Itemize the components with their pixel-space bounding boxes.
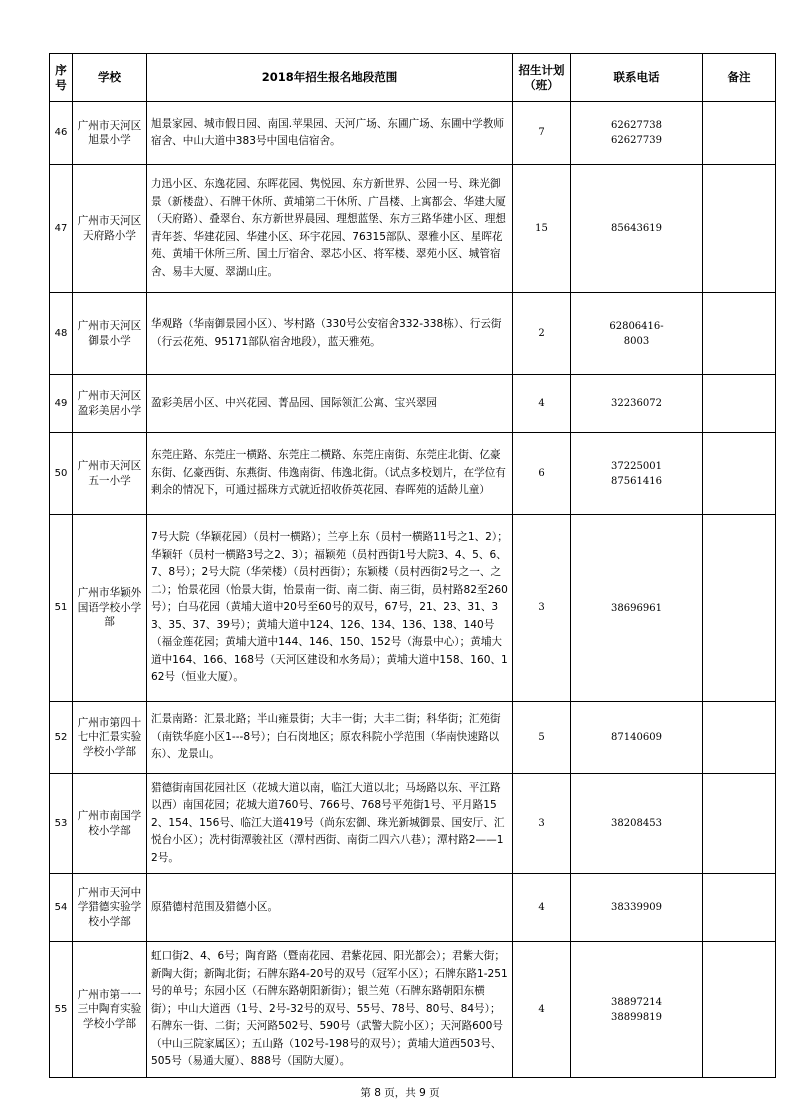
header-plan: 招生计划（班） bbox=[513, 54, 571, 102]
row-number: 55 bbox=[50, 942, 73, 1078]
school-name: 广州市天河区御景小学 bbox=[73, 293, 147, 375]
contact-phone: 37225001 87561416 bbox=[571, 433, 703, 515]
row-number: 47 bbox=[50, 165, 73, 293]
class-plan: 7 bbox=[513, 102, 571, 165]
class-plan: 5 bbox=[513, 702, 571, 774]
enrollment-range: 盈彩美居小区、中兴花园、菁品园、国际领汇公寓、宝兴翠园 bbox=[147, 375, 513, 433]
enrollment-range: 7号大院（华颖花园）（员村一横路）；兰亭上东（员村一横路11号之1、2）；华颖轩（员村一横路3号之2、3）；福颖苑（员村西街1号大院3、4、5、6、7、8号）；2号大院（华荣楼）（员村西街）；东颖楼（员村西街2号之一、之二）；怡景花园（怡景大街，怡景南一街、南二街、南三街，员村路82至260号）；白马花园（黄埔大道中20号至60号的双号，67号，21、23、31、33、35、37、39号）；黄埔大道中124、126、134、136、138、140号（福金莲花园；黄埔大道中144、146、150、152号（海景中心）；黄埔大道中164、166、168号（天河区建设和水务局）；黄埔大道中158、160、162号（恒业大厦）。 bbox=[147, 515, 513, 702]
school-name: 广州市天河区天府路小学 bbox=[73, 165, 147, 293]
row-number: 50 bbox=[50, 433, 73, 515]
enrollment-range: 汇景南路：汇景北路；半山雍景街；大丰一街；大丰二街；科华街；汇苑街（南铁华庭小区1---8号）；白石岗地区；原农科院小学范围（华南快速路以东）、龙景山。 bbox=[147, 702, 513, 774]
admissions-table bbox=[49, 53, 776, 1078]
remark bbox=[703, 165, 776, 293]
contact-phone: 62627738 62627739 bbox=[571, 102, 703, 165]
row-number: 46 bbox=[50, 102, 73, 165]
remark bbox=[703, 375, 776, 433]
remark bbox=[703, 942, 776, 1078]
contact-phone: 38897214 38899819 bbox=[571, 942, 703, 1078]
table-row bbox=[50, 515, 776, 702]
contact-phone: 85643619 bbox=[571, 165, 703, 293]
school-name: 广州市华颖外国语学校小学部 bbox=[73, 515, 147, 702]
enrollment-range: 力迅小区、东逸花园、东晖花园、隽悦园、东方新世界、公园一号、珠光御景（新楼盘）、石牌干休所、黄埔第二干休所、广昌楼、上寓都会、华建大厦（天府路）、叠翠台、东方新世界晨园、理想蓝堡、东方三路华建小区、理想青年荟、华建花园、华建小区、环宇花园、76315部队、翠雅小区、星晖花苑、黄埔干休所三所、国土厅宿舍、翠芯小区、将军楼、翠苑小区、城管宿舍、易丰大厦、翠湖山庄。 bbox=[147, 165, 513, 293]
contact-phone: 62806416- 8003 bbox=[571, 293, 703, 375]
remark bbox=[703, 102, 776, 165]
class-plan: 3 bbox=[513, 515, 571, 702]
table-row bbox=[50, 165, 776, 293]
enrollment-range: 猎德街南国花园社区（花城大道以南，临江大道以北；马场路以东、平江路以西）南国花园；花城大道760号、766号、768号平苑街1号、平月路152、154、156号、临江大道419号（尚东宏御、珠光新城御景、国安厅、汇悦台小区）；冼村街潭骏社区（潭村西街、南街二四六八巷）；潭村路2——12号。 bbox=[147, 774, 513, 874]
table-row bbox=[50, 293, 776, 375]
header-phone: 联系电话 bbox=[571, 54, 703, 102]
table-row bbox=[50, 874, 776, 942]
school-name: 广州市天河中学猎德实验学校小学部 bbox=[73, 874, 147, 942]
table-row bbox=[50, 433, 776, 515]
class-plan: 4 bbox=[513, 375, 571, 433]
remark bbox=[703, 293, 776, 375]
enrollment-range: 虹口街2、4、6号；陶育路（暨南花园、君紫花园、阳光都会）；君紫大街；新陶大街；新陶北街；石牌东路4-20号的双号（冠军小区）；石牌东路1-251号的单号；东园小区（石牌东路朝阳新街）；银兰苑（石牌东路朝阳东横街）；中山大道西（1号、2号-32号的双号、55号、78号、80号、84号）；石牌东一街、二街；天河路502号、590号（武警大院小区）；天河路600号（中山三院家属区）；五山路（102号-198号的双号）；黄埔大道西503号、505号（易通大厦）、888号（国防大厦）。 bbox=[147, 942, 513, 1078]
class-plan: 15 bbox=[513, 165, 571, 293]
header-remark: 备注 bbox=[703, 54, 776, 102]
contact-phone: 32236072 bbox=[571, 375, 703, 433]
contact-phone: 38208453 bbox=[571, 774, 703, 874]
enrollment-range: 东莞庄路、东莞庄一横路、东莞庄二横路、东莞庄南街、东莞庄北街、亿豪东街、亿豪西街、东燕街、伟逸南街、伟逸北街。（试点多校划片，在学位有剩余的情况下，可通过摇珠方式就近招收侨英花园、春晖苑的适龄儿童） bbox=[147, 433, 513, 515]
school-name: 广州市第四十七中汇景实验学校小学部 bbox=[73, 702, 147, 774]
class-plan: 4 bbox=[513, 942, 571, 1078]
table-row bbox=[50, 702, 776, 774]
row-number: 48 bbox=[50, 293, 73, 375]
contact-phone: 38696961 bbox=[571, 515, 703, 702]
remark bbox=[703, 774, 776, 874]
row-number: 51 bbox=[50, 515, 73, 702]
class-plan: 6 bbox=[513, 433, 571, 515]
school-name: 广州市天河区旭景小学 bbox=[73, 102, 147, 165]
header-row bbox=[50, 54, 776, 102]
enrollment-range: 旭景家园、城市假日园、南国.苹果园、天河广场、东圃广场、东圃中学教师宿舍、中山大道中383号中国电信宿舍。 bbox=[147, 102, 513, 165]
header-range: 2018年招生报名地段范围 bbox=[147, 54, 513, 102]
school-name: 广州市第一一三中陶育实验学校小学部 bbox=[73, 942, 147, 1078]
remark bbox=[703, 874, 776, 942]
page-footer: 第 8 页，共 9 页 bbox=[360, 1087, 440, 1099]
class-plan: 4 bbox=[513, 874, 571, 942]
class-plan: 2 bbox=[513, 293, 571, 375]
school-name: 广州市天河区盈彩美居小学 bbox=[73, 375, 147, 433]
header-no: 序号 bbox=[50, 54, 73, 102]
remark bbox=[703, 515, 776, 702]
contact-phone: 38339909 bbox=[571, 874, 703, 942]
row-number: 52 bbox=[50, 702, 73, 774]
remark bbox=[703, 702, 776, 774]
row-number: 53 bbox=[50, 774, 73, 874]
class-plan: 3 bbox=[513, 774, 571, 874]
contact-phone: 87140609 bbox=[571, 702, 703, 774]
row-number: 54 bbox=[50, 874, 73, 942]
school-name: 广州市南国学校小学部 bbox=[73, 774, 147, 874]
school-name: 广州市天河区五一小学 bbox=[73, 433, 147, 515]
row-number: 49 bbox=[50, 375, 73, 433]
header-school: 学校 bbox=[73, 54, 147, 102]
table-row bbox=[50, 774, 776, 874]
enrollment-range: 华观路（华南御景园小区）、岑村路（330号公安宿舍332-338栋）、行云街（行云花苑、95171部队宿舍地段），蓝天雅苑。 bbox=[147, 293, 513, 375]
table-row bbox=[50, 102, 776, 165]
enrollment-range: 原猎德村范围及猎德小区。 bbox=[147, 874, 513, 942]
table-row bbox=[50, 942, 776, 1078]
table-row bbox=[50, 375, 776, 433]
remark bbox=[703, 433, 776, 515]
